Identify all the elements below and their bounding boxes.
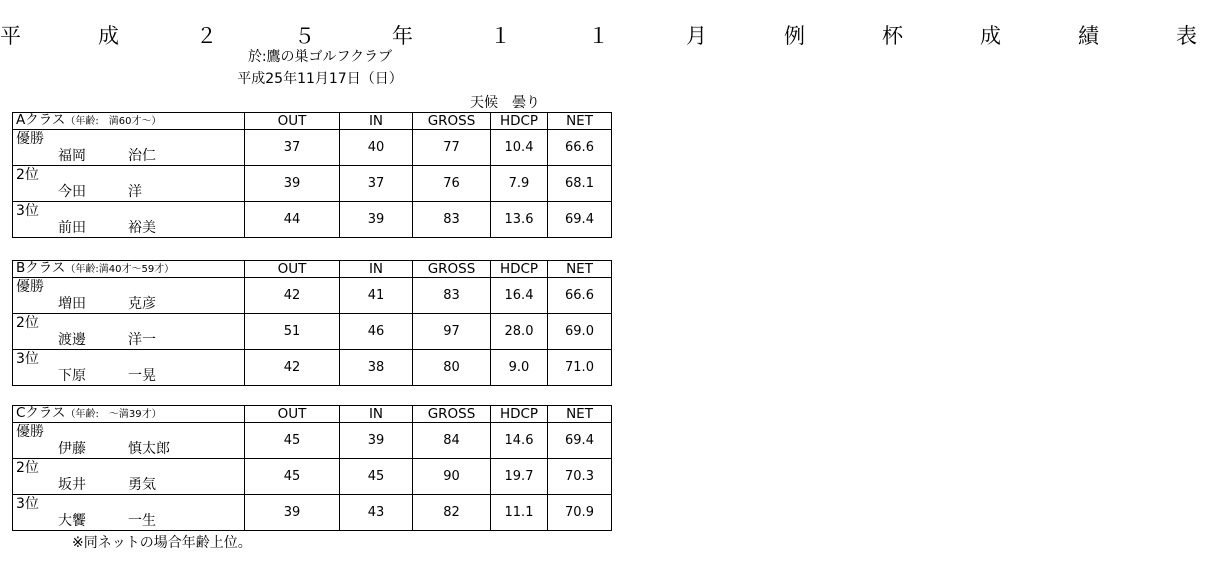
column-header: NET — [548, 406, 612, 423]
column-header: IN — [340, 261, 413, 278]
rank-label: 3位 — [16, 350, 39, 367]
table-row — [13, 495, 612, 531]
score-out: 44 — [245, 202, 340, 238]
score-out: 39 — [245, 495, 340, 531]
rank-label: 優勝 — [16, 423, 44, 440]
score-net: 69.4 — [548, 202, 612, 238]
column-header: GROSS — [413, 113, 491, 130]
score-net: 66.6 — [548, 278, 612, 314]
score-gross: 83 — [413, 278, 491, 314]
score-in: 39 — [340, 423, 413, 459]
score-in: 38 — [340, 350, 413, 386]
score-in: 39 — [340, 202, 413, 238]
class-age-range: （年齢: ～満39才） — [65, 409, 162, 420]
class-table — [12, 112, 612, 238]
player-surname: 渡邊 — [58, 331, 86, 348]
event-date: 平成25年11月17日（日） — [237, 71, 403, 87]
score-gross: 77 — [413, 130, 491, 166]
score-net: 69.0 — [548, 314, 612, 350]
column-header: IN — [340, 113, 413, 130]
player-name — [13, 477, 244, 494]
player-surname: 福岡 — [58, 147, 86, 164]
score-out: 51 — [245, 314, 340, 350]
score-net: 71.0 — [548, 350, 612, 386]
score-gross: 80 — [413, 350, 491, 386]
score-net: 68.1 — [548, 166, 612, 202]
player-given-name: 裕美 — [128, 219, 156, 236]
score-hdcp: 10.4 — [491, 130, 548, 166]
column-header: GROSS — [413, 261, 491, 278]
score-net: 66.6 — [548, 130, 612, 166]
score-out: 42 — [245, 350, 340, 386]
score-hdcp: 7.9 — [491, 166, 548, 202]
rank-label: 優勝 — [16, 130, 44, 147]
score-out: 39 — [245, 166, 340, 202]
table-row — [13, 314, 612, 350]
table-row — [13, 130, 612, 166]
player-given-name: 慎太郎 — [128, 440, 170, 457]
table-header-row — [13, 113, 612, 130]
player-given-name: 洋一 — [128, 331, 156, 348]
player-cell — [13, 278, 245, 314]
table-header-row — [13, 261, 612, 278]
score-hdcp: 28.0 — [491, 314, 548, 350]
player-surname: 坂井 — [58, 476, 86, 493]
player-name — [13, 220, 244, 237]
player-surname: 増田 — [58, 295, 86, 312]
table-row — [13, 202, 612, 238]
score-in: 41 — [340, 278, 413, 314]
score-hdcp: 16.4 — [491, 278, 548, 314]
column-header: GROSS — [413, 406, 491, 423]
column-header: NET — [548, 261, 612, 278]
column-header: NET — [548, 113, 612, 130]
score-gross: 76 — [413, 166, 491, 202]
column-header: IN — [340, 406, 413, 423]
weather-label: 天候 曇り — [470, 95, 540, 111]
player-given-name: 克彦 — [128, 295, 156, 312]
score-out: 37 — [245, 130, 340, 166]
player-given-name: 一生 — [128, 512, 156, 529]
venue-label: 於:鷹の巣ゴルフクラブ — [247, 49, 393, 65]
score-hdcp: 19.7 — [491, 459, 548, 495]
score-in: 43 — [340, 495, 413, 531]
player-given-name: 一晃 — [128, 367, 156, 384]
rank-label: 2位 — [16, 314, 39, 331]
player-name — [13, 332, 244, 349]
table-row — [13, 423, 612, 459]
score-net: 70.3 — [548, 459, 612, 495]
player-name — [13, 148, 244, 165]
player-name — [13, 368, 244, 385]
rank-label: 3位 — [16, 202, 39, 219]
player-name — [13, 441, 244, 458]
player-surname: 前田 — [58, 219, 86, 236]
page-title: 平 成 ２ ５ 年 １ １ 月 例 杯 成 績 表 — [0, 24, 1225, 48]
column-header: OUT — [245, 406, 340, 423]
rank-label: 優勝 — [16, 278, 44, 295]
rank-label: 3位 — [16, 495, 39, 512]
player-given-name: 洋 — [128, 183, 142, 200]
column-header: HDCP — [491, 113, 548, 130]
player-surname: 伊藤 — [58, 440, 86, 457]
player-surname: 大饗 — [58, 512, 86, 529]
score-out: 45 — [245, 423, 340, 459]
tiebreak-note: ※同ネットの場合年齢上位。 — [72, 535, 252, 551]
player-cell — [13, 423, 245, 459]
class-heading — [13, 261, 245, 278]
score-net: 70.9 — [548, 495, 612, 531]
player-cell — [13, 459, 245, 495]
player-surname: 下原 — [58, 367, 86, 384]
player-cell — [13, 166, 245, 202]
score-hdcp: 13.6 — [491, 202, 548, 238]
class-table — [12, 405, 612, 531]
class-name: Aクラス — [16, 112, 66, 128]
class-heading — [13, 113, 245, 130]
table-row — [13, 459, 612, 495]
player-cell — [13, 314, 245, 350]
table-header-row — [13, 406, 612, 423]
score-in: 40 — [340, 130, 413, 166]
class-name: Cクラス — [16, 405, 66, 421]
score-out: 45 — [245, 459, 340, 495]
player-cell — [13, 130, 245, 166]
score-in: 37 — [340, 166, 413, 202]
column-header: OUT — [245, 113, 340, 130]
class-age-range: （年齢: 満60才～） — [65, 116, 162, 127]
score-gross: 90 — [413, 459, 491, 495]
player-cell — [13, 202, 245, 238]
score-hdcp: 14.6 — [491, 423, 548, 459]
player-cell — [13, 495, 245, 531]
player-name — [13, 296, 244, 313]
class-age-range: （年齢:満40才～59才） — [65, 264, 175, 275]
score-net: 69.4 — [548, 423, 612, 459]
player-cell — [13, 350, 245, 386]
score-gross: 97 — [413, 314, 491, 350]
player-given-name: 勇気 — [128, 476, 156, 493]
player-name — [13, 184, 244, 201]
score-hdcp: 11.1 — [491, 495, 548, 531]
score-hdcp: 9.0 — [491, 350, 548, 386]
player-name — [13, 513, 244, 530]
table-row — [13, 166, 612, 202]
column-header: OUT — [245, 261, 340, 278]
score-in: 46 — [340, 314, 413, 350]
score-gross: 83 — [413, 202, 491, 238]
score-gross: 84 — [413, 423, 491, 459]
score-in: 45 — [340, 459, 413, 495]
rank-label: 2位 — [16, 166, 39, 183]
score-gross: 82 — [413, 495, 491, 531]
class-table — [12, 260, 612, 386]
table-row — [13, 350, 612, 386]
class-name: Bクラス — [16, 260, 66, 276]
player-surname: 今田 — [58, 183, 86, 200]
table-row — [13, 278, 612, 314]
player-given-name: 治仁 — [128, 147, 156, 164]
score-out: 42 — [245, 278, 340, 314]
class-heading — [13, 406, 245, 423]
rank-label: 2位 — [16, 459, 39, 476]
column-header: HDCP — [491, 261, 548, 278]
column-header: HDCP — [491, 406, 548, 423]
